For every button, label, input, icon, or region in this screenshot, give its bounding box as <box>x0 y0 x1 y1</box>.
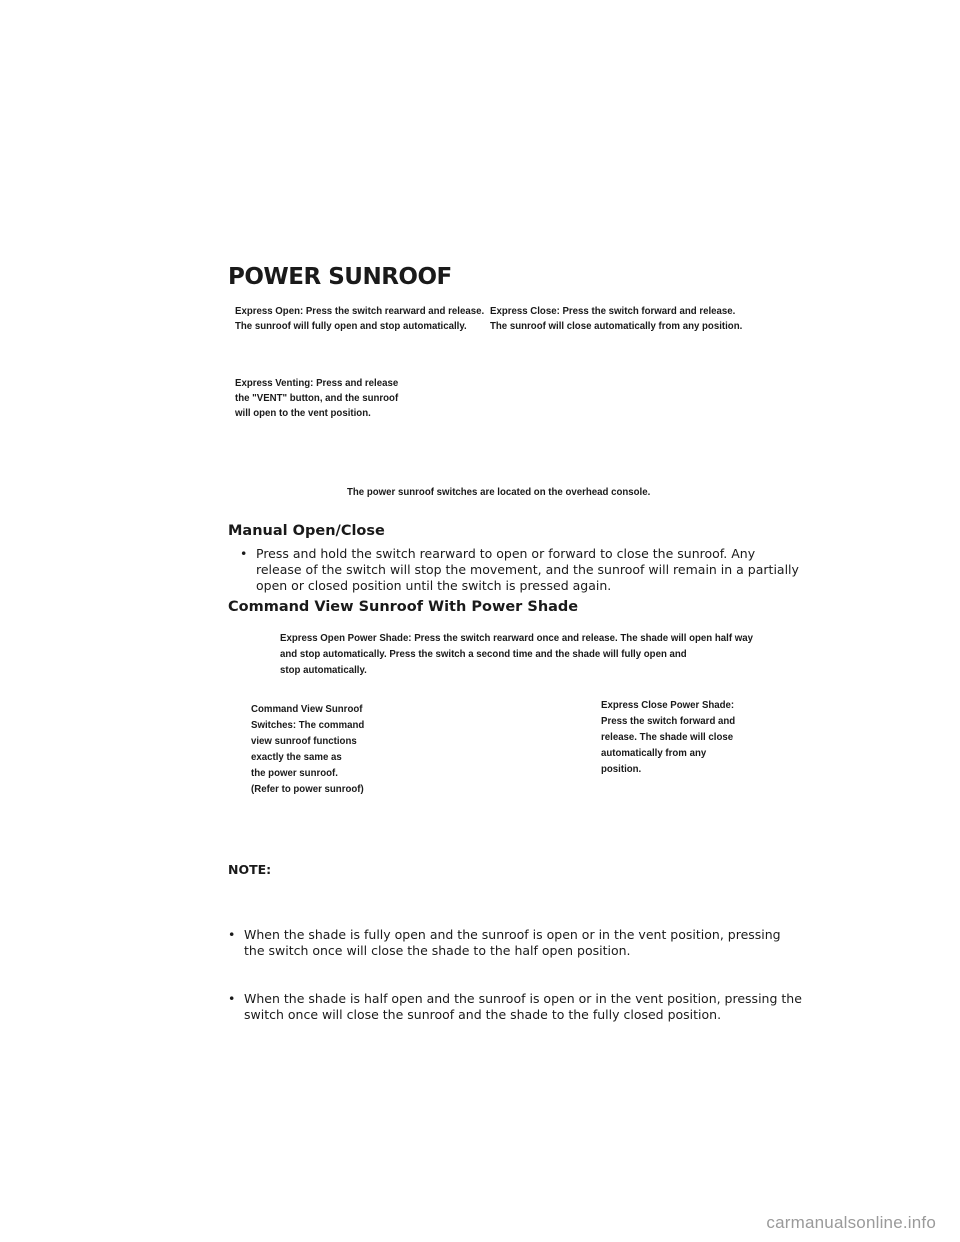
note-heading: NOTE: <box>228 862 272 877</box>
manual-open-close-heading: Manual Open/Close <box>228 523 385 539</box>
express-close-callout <box>490 304 742 334</box>
callout-line: Express Close: Press the switch forward and release. <box>490 305 736 317</box>
callout-line: Express Open Power Shade: Press the switch rearward once and release. The shade will open half way <box>280 632 753 644</box>
callout-line: view sunroof functions <box>251 735 357 747</box>
callout-line: The sunroof will close automatically from any position. <box>490 320 743 332</box>
express-open-shade-callout <box>280 630 753 678</box>
callout-line: exactly the same as <box>251 751 342 763</box>
manual-bullet-line: Press and hold the switch rearward to open or forward to close the sunroof. Any <box>256 546 756 561</box>
manual-bullet-line: release of the switch will stop the movement, and the sunroof will remain in a partially <box>256 562 799 577</box>
callout-line: The sunroof will fully open and stop automatically. <box>235 320 467 332</box>
callout-line: will open to the vent position. <box>235 407 371 419</box>
command-view-heading: Command View Sunroof With Power Shade <box>228 599 579 615</box>
callout-line: the "VENT" button, and the sunroof <box>235 392 399 404</box>
note-bullet <box>228 991 960 1023</box>
page-title: POWER SUNROOF <box>228 264 452 290</box>
callout-line: and stop automatically. Press the switch a second time and the shade will fully open and <box>280 648 687 660</box>
callout-line: Express Venting: Press and release <box>235 377 399 389</box>
note-bullet-line: When the shade is half open and the sunroof is open or in the vent position, pressing the <box>244 991 802 1006</box>
callout-line: Switches: The command <box>251 719 365 731</box>
callout-line: the power sunroof. <box>251 767 338 779</box>
bullet-dot: • <box>240 546 248 561</box>
express-venting-callout <box>235 376 398 421</box>
express-open-callout <box>235 304 484 334</box>
bullet-dot: • <box>228 927 236 942</box>
callout-line: Express Close Power Shade: <box>601 699 735 711</box>
callout-line: Command View Sunroof <box>251 703 363 715</box>
note-bullet-line: switch once will close the sunroof and the shade to the fully closed position. <box>244 1007 722 1022</box>
express-close-shade-callout <box>601 697 735 777</box>
callout-line: Press the switch forward and <box>601 715 736 727</box>
callout-line: release. The shade will close <box>601 731 734 743</box>
figure1-caption: The power sunroof switches are located on the overhead console. <box>347 486 651 498</box>
callout-line: Express Open: Press the switch rearward and release. <box>235 305 485 317</box>
note-bullet <box>228 927 960 959</box>
callout-line: automatically from any <box>601 747 707 759</box>
callout-line: stop automatically. <box>280 664 367 676</box>
bullet-dot: • <box>228 991 236 1006</box>
command-view-switches-callout <box>251 701 364 797</box>
manual-bullet <box>240 546 960 594</box>
watermark-link[interactable]: carmanualsonline.info <box>766 1213 936 1232</box>
manual-bullet-line: open or closed position until the switch is pressed again. <box>256 578 612 593</box>
note-bullet-line: When the shade is fully open and the sunroof is open or in the vent position, pressing <box>244 927 781 942</box>
callout-line: (Refer to power sunroof) <box>251 783 364 795</box>
callout-line: position. <box>601 763 642 775</box>
note-bullet-line: the switch once will close the shade to the half open position. <box>244 943 631 958</box>
